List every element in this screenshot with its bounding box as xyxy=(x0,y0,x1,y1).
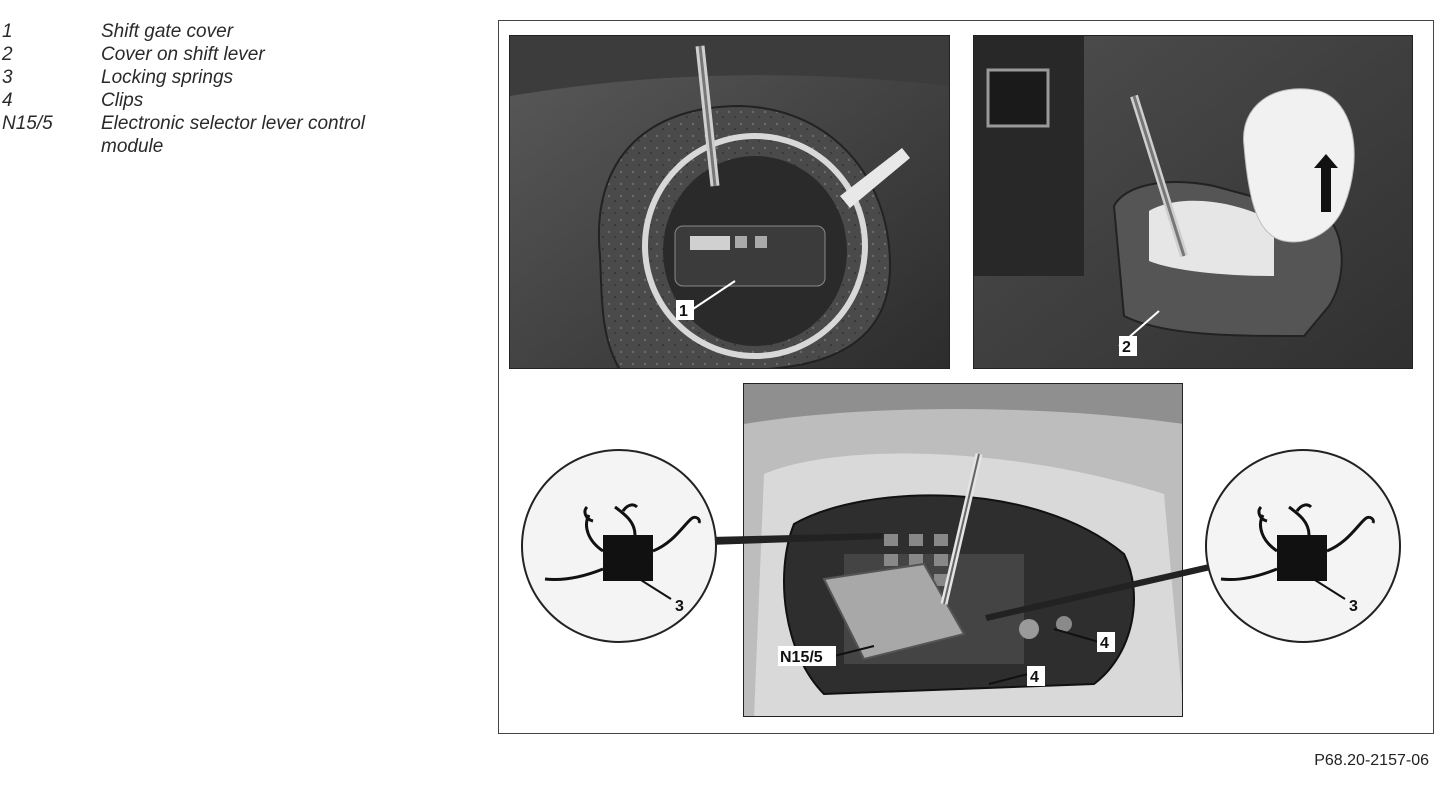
legend-row xyxy=(0,43,460,66)
legend-row xyxy=(0,112,460,158)
callout-1: 1 xyxy=(679,303,688,320)
legend-row xyxy=(0,66,460,89)
figure-frame xyxy=(498,20,1434,734)
legend xyxy=(0,20,460,158)
legend-text: Cover on shift lever xyxy=(101,44,265,65)
legend-text: Locking springs xyxy=(101,67,234,88)
callout-3-left: 3 xyxy=(675,598,684,615)
legend-row xyxy=(0,20,460,43)
zoom-locking-springs-left xyxy=(521,449,717,643)
locking-spring-detail xyxy=(1207,451,1401,643)
locking-spring-detail xyxy=(523,451,717,643)
callout-4-upper: 4 xyxy=(1100,635,1109,652)
legend-text: Shift gate cover xyxy=(101,21,234,42)
legend-text: Electronic selector lever control module xyxy=(101,113,365,157)
figure-code: P68.20-2157-06 xyxy=(1314,752,1429,769)
legend-row xyxy=(0,89,460,112)
legend-number: 3 xyxy=(2,67,13,88)
legend-number: 1 xyxy=(2,21,13,42)
legend-number: 4 xyxy=(2,90,13,111)
zoom-locking-springs-right xyxy=(1205,449,1401,643)
callout-n15-5: N15/5 xyxy=(780,649,823,666)
legend-number: 2 xyxy=(2,44,13,65)
legend-text: Clips xyxy=(101,90,144,111)
callout-3-right: 3 xyxy=(1349,598,1358,615)
callout-4-lower: 4 xyxy=(1030,669,1039,686)
legend-number: N15/5 xyxy=(2,113,53,134)
callout-2: 2 xyxy=(1122,339,1131,356)
